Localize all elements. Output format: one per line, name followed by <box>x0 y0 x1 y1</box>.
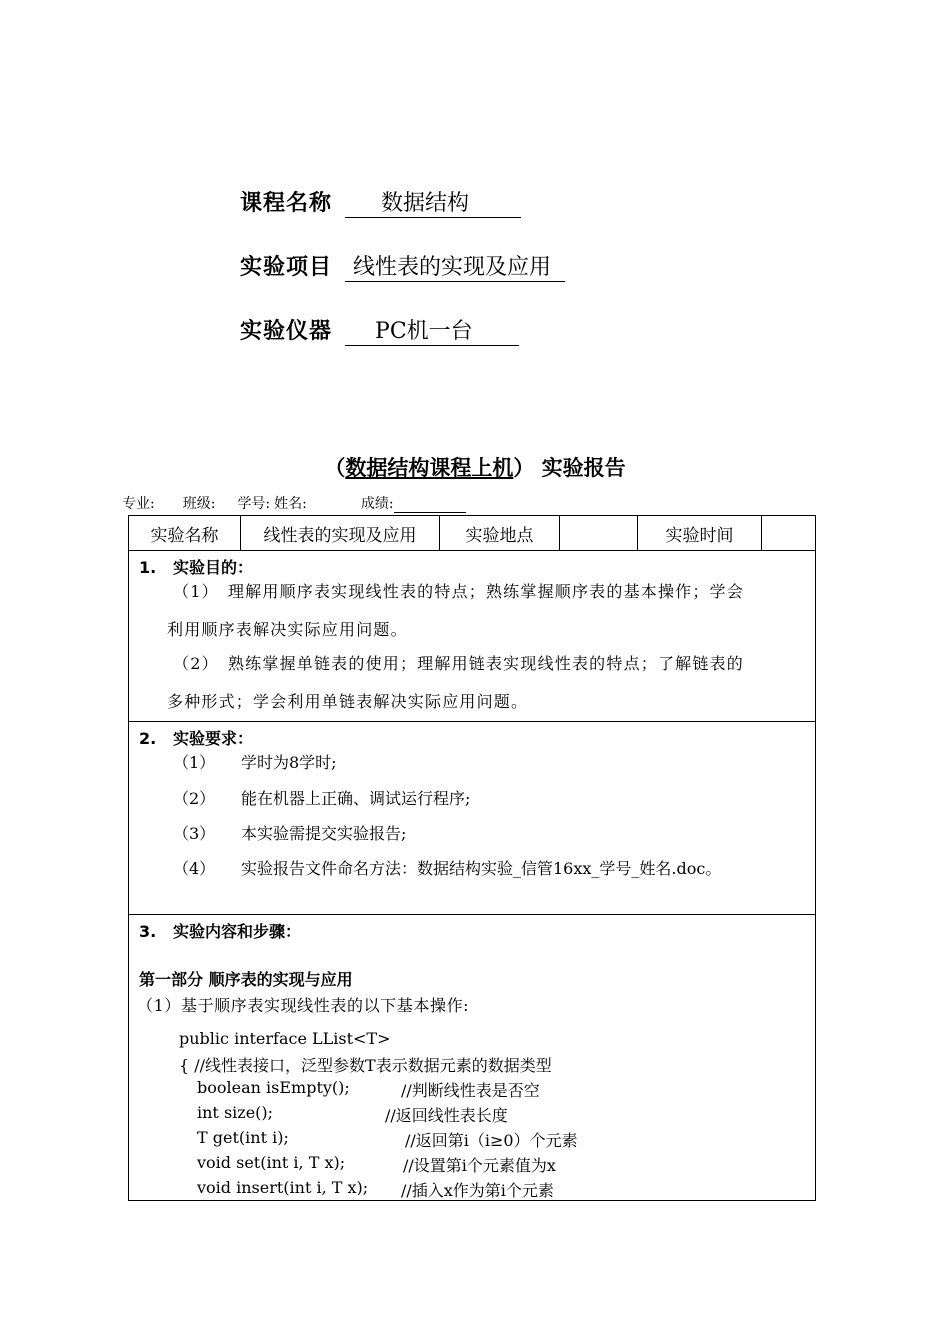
code-comment: //判断线性表是否空 <box>401 1081 540 1100</box>
experiment-place-label: 实验地点 <box>440 516 560 551</box>
requirement-item: （2） 能在机器上正确、调试运行程序; <box>173 789 471 808</box>
code-line: void set(int i, T x); <box>197 1153 346 1172</box>
student-info-line <box>122 493 466 513</box>
section-requirements <box>128 722 816 915</box>
code-comment: //设置第i个元素值为x <box>403 1156 556 1175</box>
section2-title: 2. 实验要求： <box>139 729 254 748</box>
instrument-label: 实验仪器 <box>240 319 333 344</box>
requirement-item: （1） 学时为8学时; <box>173 753 337 772</box>
report-title <box>0 452 950 482</box>
experiment-name-value: 线性表的实现及应用 <box>241 516 440 551</box>
code-line: void insert(int i, T x); <box>197 1178 369 1197</box>
code-comment: //插入x作为第i个元素 <box>401 1181 554 1200</box>
experiment-time-label: 实验时间 <box>638 516 762 551</box>
experiment-header-table <box>128 515 816 551</box>
report-title-close: ） <box>513 456 535 480</box>
part1-title: 第一部分 顺序表的实现与应用 <box>139 970 353 989</box>
experiment-place-value <box>560 516 638 551</box>
objective-1-line1: （1） 理解用顺序表实现线性表的特点；熟练掌握顺序表的基本操作；学会 <box>173 582 744 601</box>
course-name-label: 课程名称 <box>240 191 333 216</box>
section-objectives <box>128 551 816 722</box>
experiment-name-label: 实验名称 <box>129 516 241 551</box>
major-label: 专业: <box>122 496 155 512</box>
class-label: 班级: <box>182 496 216 512</box>
step1-text: （1）基于顺序表实现线性表的以下基本操作: <box>137 996 470 1015</box>
project-line <box>240 250 565 282</box>
course-name-value: 数据结构 <box>345 191 521 218</box>
name-label: 姓名: <box>274 496 307 512</box>
code-line: boolean isEmpty(); <box>197 1078 350 1097</box>
code-line: int size(); <box>197 1103 274 1122</box>
code-line: { //线性表接口，泛型参数T表示数据元素的数据类型 <box>179 1056 552 1075</box>
objective-1-line2: 利用顺序表解决实际应用问题。 <box>167 620 408 639</box>
code-line: T get(int i); <box>197 1128 289 1147</box>
experiment-time-value <box>762 516 816 551</box>
instrument-line <box>240 314 519 346</box>
grade-blank <box>394 498 466 513</box>
section3-title: 3. 实验内容和步骤： <box>139 922 302 941</box>
section1-title: 1. 实验目的： <box>139 558 254 577</box>
code-line: public interface LList<T> <box>179 1029 391 1048</box>
project-value: 线性表的实现及应用 <box>345 255 565 282</box>
code-comment: //返回第i（i≥0）个元素 <box>405 1131 578 1150</box>
report-title-course: 数据结构课程上机 <box>345 456 514 480</box>
requirement-item: （4） 实验报告文件命名方法：数据结构实验_信管16xx_学号_姓名.doc。 <box>173 859 722 878</box>
course-name-line <box>240 186 521 218</box>
grade-label: 成绩: <box>360 496 394 512</box>
requirement-item: （3） 本实验需提交实验报告; <box>173 824 407 843</box>
code-comment: //返回线性表长度 <box>385 1106 508 1125</box>
report-title-suffix: 实验报告 <box>541 456 626 480</box>
report-title-open: （ <box>324 456 346 480</box>
objective-2-line1: （2） 熟练掌握单链表的使用；理解用链表实现线性表的特点；了解链表的 <box>173 654 744 673</box>
project-label: 实验项目 <box>240 255 333 280</box>
instrument-value: PC机一台 <box>345 319 519 346</box>
objective-2-line2: 多种形式；学会利用单链表解决实际应用问题。 <box>167 692 529 711</box>
student-id-label: 学号: <box>237 496 271 512</box>
section-content-steps <box>128 915 816 1201</box>
